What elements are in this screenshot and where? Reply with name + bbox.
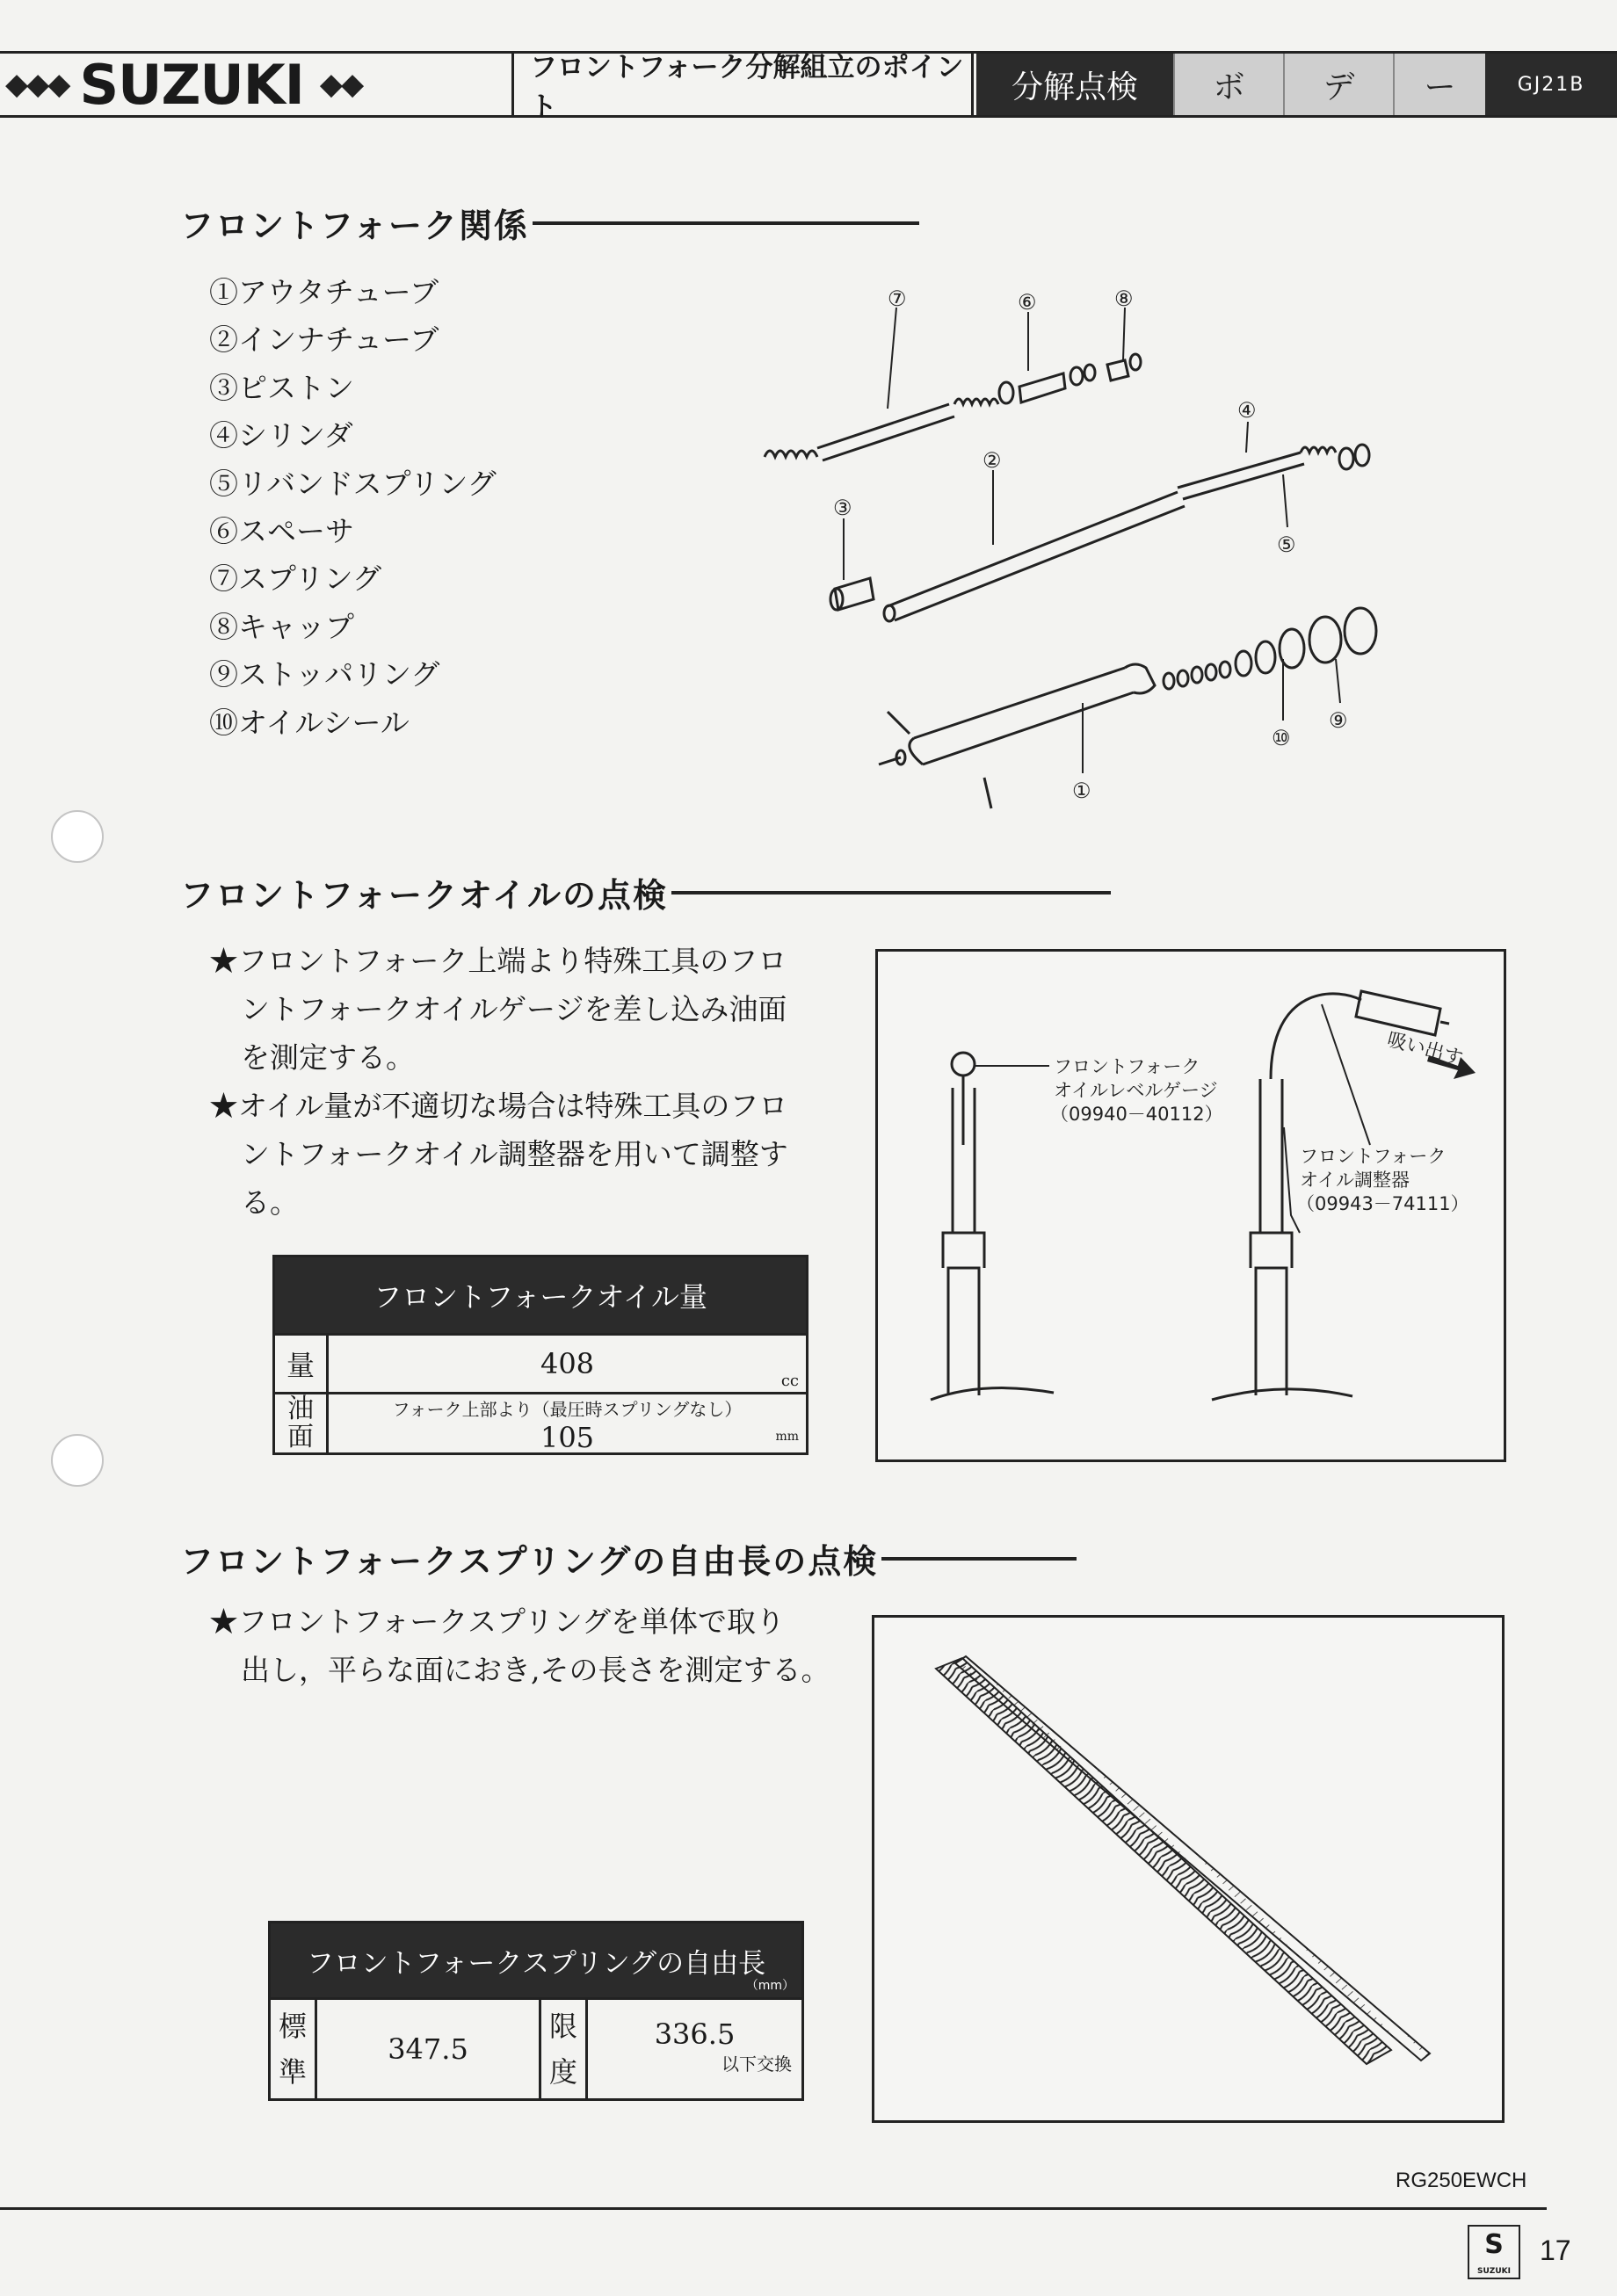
oil-quantity-value: 408 [540,1347,595,1380]
oil-level-value: 105 [540,1421,595,1454]
oil-level-label-line: 面 [287,1422,314,1452]
spring-and-ruler-illustration [874,1618,1502,2120]
oil-level-label [274,1394,328,1454]
list-item: ①アウタチューブ [209,275,439,309]
oil-level-unit: mm [775,1430,799,1444]
diagram-callout-5: ⑤ [1277,532,1296,557]
bullet-line: ★フロントフォーク上端より特殊工具のフロ [209,944,787,978]
list-item: ④シリンダ [209,418,353,453]
standard-label-line: 準 [278,2055,307,2089]
gauge-label-line: オイルレベルゲージ [1054,1080,1218,1101]
brand-logo: SUZUKI [79,52,304,117]
tab-dash: ー [1393,54,1485,115]
suzuki-logo-text: SUZUKI [1477,2267,1511,2276]
limit-label-line: 限 [548,2010,577,2043]
diagram-callout-2: ② [983,448,1002,473]
front-fork-exploded-diagram [756,272,1424,835]
ruler-shape [955,1656,1430,2061]
heading-rule [533,221,919,225]
standard-label [270,1999,316,2100]
spring-table-title: フロントフォークスプリングの自由長 [306,1947,766,1980]
section2-heading [180,868,1164,916]
section-title: フロントフォーク分解組立のポイント [511,54,974,115]
spring-shape [936,1658,1391,2064]
list-item: ⑨ストッパリング [209,657,440,692]
bullet-line: ★オイル量が不適切な場合は特殊工具のフロ [209,1089,788,1123]
spring-free-length-table [268,1921,804,2101]
standard-label-line: 標 [278,2010,307,2043]
model-code: GJ21B [1485,54,1617,115]
spring-inspection-text [209,1597,877,1694]
spring-measure-figure [872,1615,1505,2123]
oil-gauge-figure [875,949,1506,1462]
bullet-line: る。 [241,1185,299,1220]
list-item: ⑧キャップ [209,609,354,644]
adjuster-label-line: フロントフォーク [1300,1146,1447,1167]
limit-label-line: 度 [548,2055,577,2089]
oil-quantity-cell [328,1335,808,1394]
list-item: ②インナチューブ [209,322,439,358]
diagram-callout-9: ⑨ [1329,708,1348,733]
oil-quantity-label: 量 [274,1335,328,1394]
list-item: ⑩オイルシール [209,705,410,740]
diagram-callout-8: ⑧ [1114,286,1134,311]
suzuki-logo-icon [1468,2225,1520,2279]
bullet-line: を測定する。 [241,1040,415,1075]
diagram-callout-1: ① [1072,779,1091,803]
list-item: ⑥スペーサ [209,514,354,549]
oil-level-cell [328,1394,808,1454]
gauge-part-number: （09940－40112） [1050,1104,1223,1125]
punch-hole [51,1434,104,1487]
gauge-label-line: フロントフォーク [1054,1056,1200,1077]
punch-hole [51,810,104,863]
footer-rule [0,2207,1547,2210]
list-item: ③ピストン [209,370,354,405]
parts-list [209,269,497,747]
spring-table-header [270,1923,803,1999]
diagram-callout-3: ③ [833,496,852,520]
tab-bo: ボ [1173,54,1283,115]
section1-heading [180,199,1164,247]
adjuster-label-line: オイル調整器 [1300,1170,1410,1191]
limit-label [540,1999,587,2100]
diamond-icon: ◆◆◆ [5,67,69,102]
limit-cell [587,1999,803,2100]
oil-table-header: フロントフォークオイル量 [274,1257,808,1335]
list-item: ⑤リバンドスプリング [209,466,497,501]
spring-table-unit: （mm） [745,1979,794,1993]
heading-rule [881,1557,1077,1561]
suction-label: 吸い出す [1384,1028,1466,1070]
tab-disassembly-inspection: 分解点検 [976,54,1173,115]
diagram-callout-10: ⑩ [1272,726,1291,750]
diagram-callout-7: ⑦ [888,286,907,311]
tab-de: デ [1283,54,1393,115]
page-header [0,51,1617,123]
diamond-icon: ◆◆ [319,67,363,102]
brand-block [0,54,510,115]
heading-rule [671,891,1111,894]
suzuki-s-mark: S [1484,2229,1504,2260]
bullet-line: 出し，平らな面におき,その長さを測定する。 [241,1653,830,1687]
list-item: ⑦スプリング [209,561,382,597]
footer-model: RG250EWCH [1396,2169,1527,2192]
page-number: 17 [1540,2234,1571,2266]
bullet-line: ★フロントフォークスプリングを単体で取り [209,1604,786,1639]
section3-title: フロントフォークスプリングの自由長の点検 [180,1542,879,1581]
diagram-callout-6: ⑥ [1018,290,1037,315]
diagram-callout-4: ④ [1237,398,1257,423]
limit-note: 以下交換 [721,2053,792,2075]
bullet-line: ントフォークオイルゲージを差し込み油面 [241,992,787,1026]
oil-quantity-table [272,1255,808,1455]
section3-heading [180,1534,1164,1583]
section2-title: フロントフォークオイルの点検 [180,876,669,915]
section1-title: フロントフォーク関係 [180,206,529,245]
bullet-line: ントフォークオイル調整器を用いて調整す [241,1137,788,1171]
oil-quantity-unit: cc [780,1372,799,1390]
oil-level-label-line: 油 [287,1394,314,1424]
oil-gauge-illustration [878,952,1504,1459]
limit-value: 336.5 [654,2017,736,2051]
adjuster-part-number: （09943－74111） [1296,1193,1469,1214]
oil-inspection-text [209,937,859,1227]
standard-value: 347.5 [316,1999,540,2100]
oil-level-note: フォーク上部より（最圧時スプリングなし） [392,1399,743,1420]
